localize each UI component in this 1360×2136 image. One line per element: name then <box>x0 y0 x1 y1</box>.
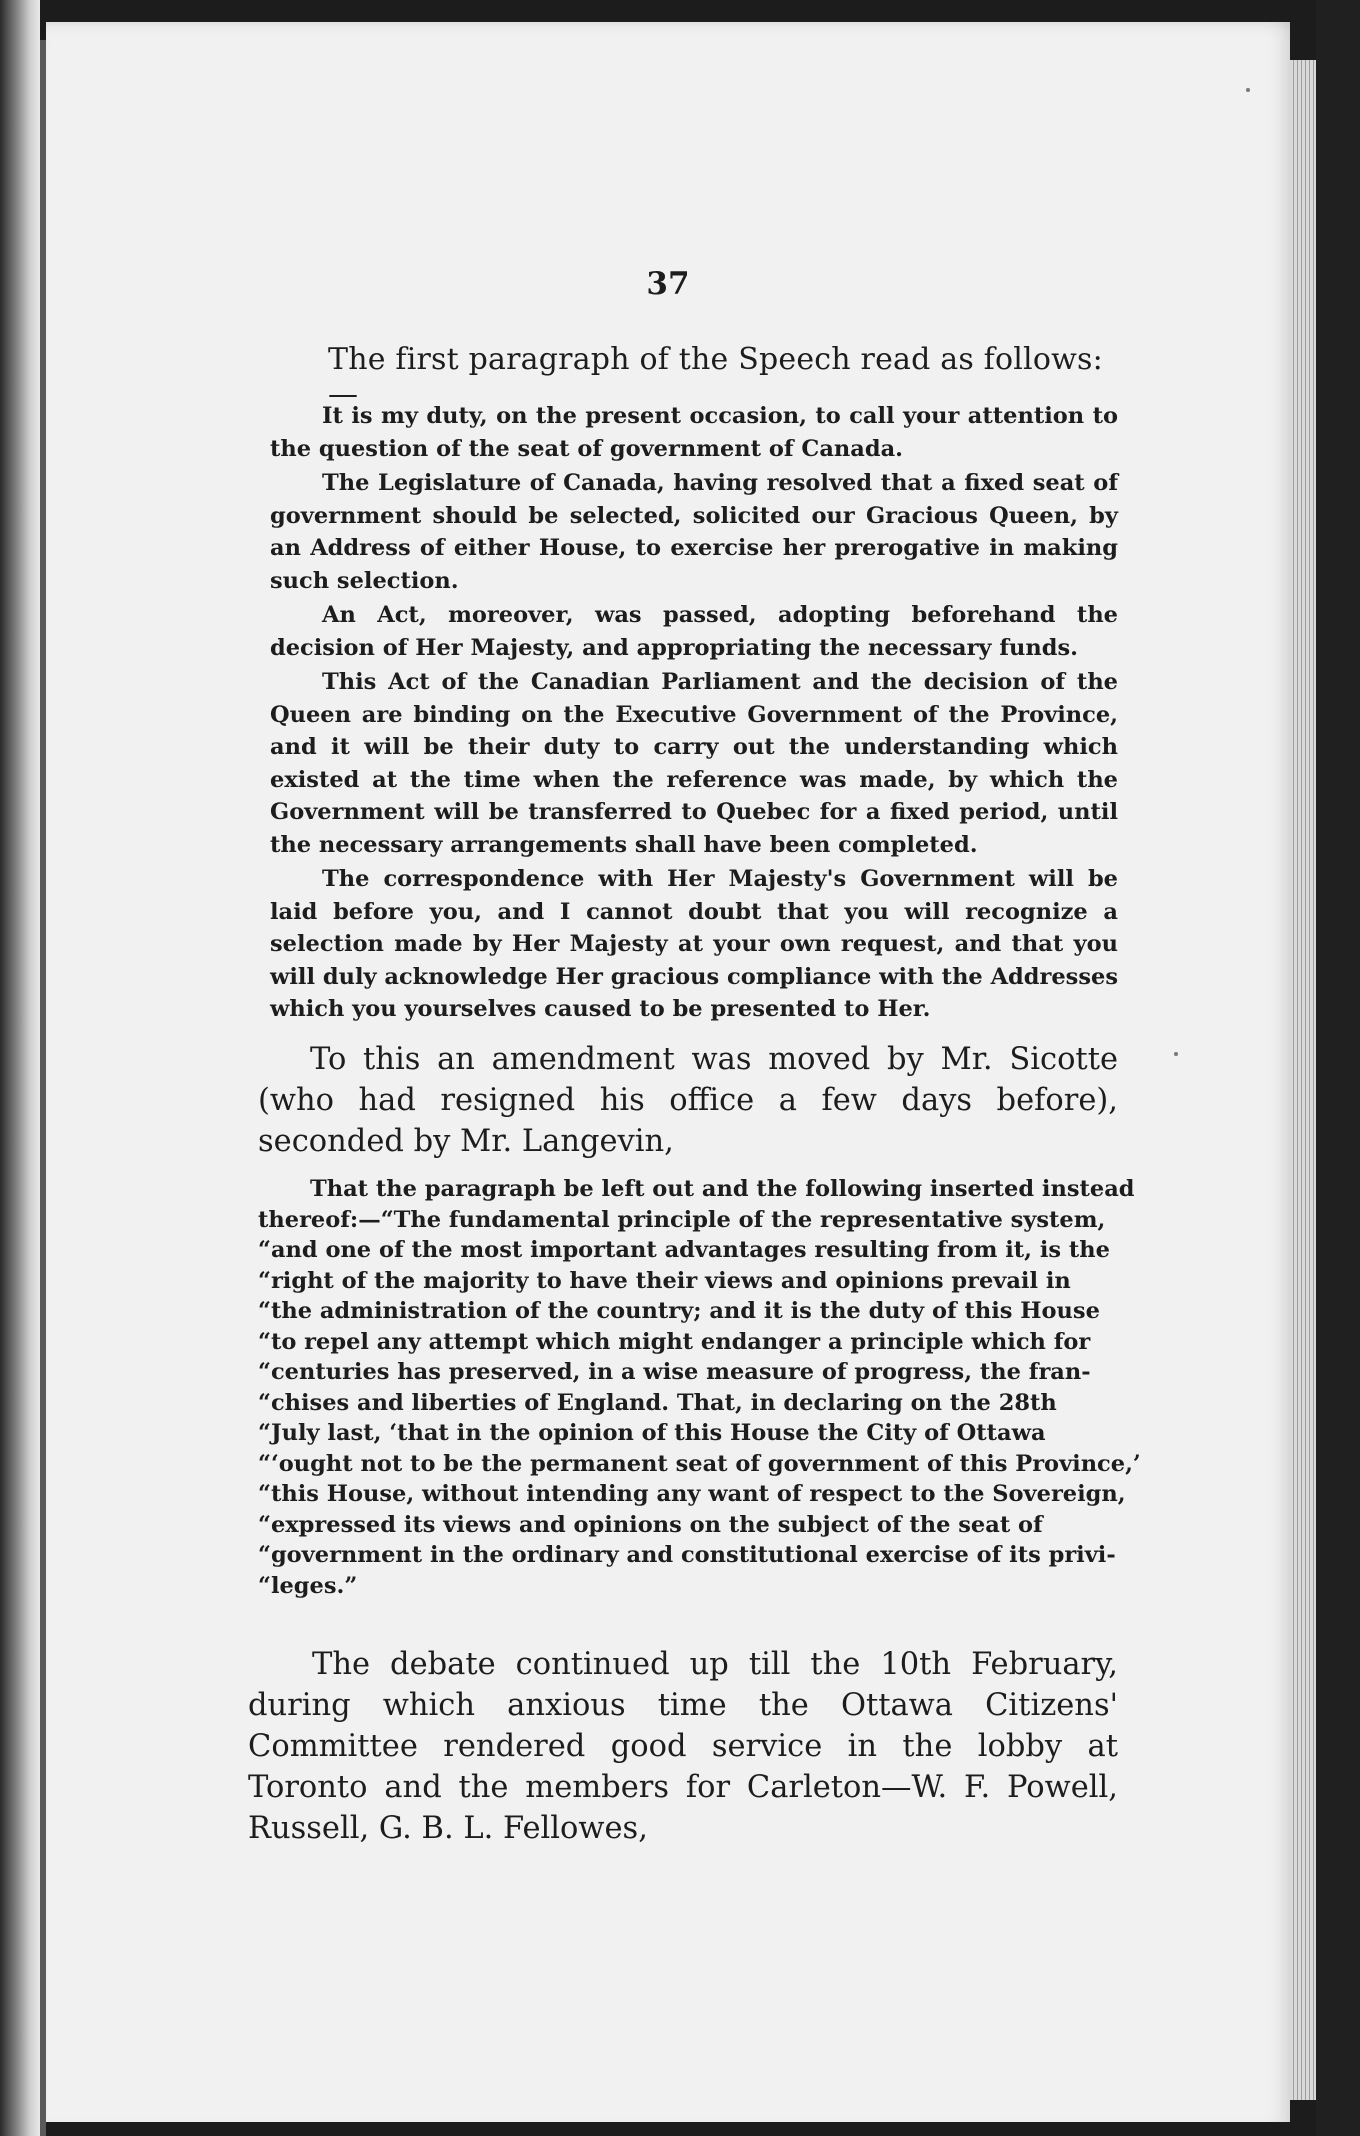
amendment-line: “July last, ‘that in the opinion of this House the City of Ottawa <box>258 1420 1046 1446</box>
speech-paragraph: The Legislature of Canada, having resolved that a fixed seat of government should be selected, solicited our Gracious Queen, by an Address of either House, to exercise her prerogative in making such selection. <box>270 470 1118 594</box>
speech-paragraph: This Act of the Canadian Parliament and the decision of the Queen are binding on the Executive Government of the Province, and it will be their duty to carry out the understanding which existed at the time when the reference was made, by which the Government will be transferred to Quebec for a fixed period, until the necessary arrangements shall have been completed. <box>270 669 1118 858</box>
book-page <box>46 22 1290 2122</box>
amendment-line: “right of the majority to have their views and opinions prevail in <box>258 1267 1071 1294</box>
paper-speck <box>1174 1052 1178 1056</box>
amendment-line: “government in the ordinary and constitutional exercise of its privi- <box>258 1542 1116 1568</box>
section-heading: The first paragraph of the Speech read as follows:— <box>328 342 1103 412</box>
speech-paragraph: It is my duty, on the present occasion, to call your attention to the question of the seat of government of Canada. <box>270 403 1118 462</box>
amendment-line: “expressed its views and opinions on the subject of the seat of <box>258 1511 1043 1538</box>
amendment-line: “to repel any attempt which might endanger a principle which for <box>258 1328 1091 1355</box>
page-stack-edge <box>1290 60 1316 2100</box>
amendment-line: “and one of the most important advantages resulting from it, is the <box>258 1237 1110 1263</box>
scan-background <box>1316 0 1360 2136</box>
amendment-line: “‘ought not to be the permanent seat of government of this Province,’ <box>258 1450 1141 1477</box>
amendment-quote <box>258 1174 1141 1601</box>
amendment-line: “the administration of the country; and it is the duty of this House <box>258 1298 1100 1324</box>
page-number: 37 <box>646 266 690 302</box>
narrative-paragraph: To this an amendment was moved by Mr. Sicotte (who had resigned his office a few days before), seconded by Mr. Langevin, <box>258 1042 1118 1159</box>
speech-paragraph: An Act, moreover, was passed, adopting beforehand the decision of Her Majesty, and appropriating the necessary funds. <box>270 602 1118 661</box>
speech-quote <box>270 400 1118 1026</box>
paper-speck <box>1246 88 1250 92</box>
amendment-line: “leges.” <box>258 1572 358 1599</box>
amendment-line: “centuries has preserved, in a wise measure of progress, the fran- <box>258 1359 1091 1385</box>
speech-paragraph: The correspondence with Her Majesty's Government will be laid before you, and I cannot doubt that you will recognize a selection made by Her Majesty at your own request, and that you will duly acknowledge Her gracious compliance with the Addresses which you yourselves caused to be presented to Her. <box>270 866 1118 1022</box>
left-page-edge <box>0 0 40 2136</box>
amendment-line: “chises and liberties of England. That, in declaring on the 28th <box>258 1389 1057 1416</box>
narrative-paragraph: The debate continued up till the 10th February, during which anxious time the Ottawa Citizens' Committee rendered good service in the lobby at Toronto and the members for Carleton—W. F. Powell, Russell, G. B. L. Fellowes, <box>248 1647 1118 1846</box>
amendment-line: That the paragraph be left out and the following inserted instead <box>310 1176 1135 1202</box>
amendment-line: thereof:—“The fundamental principle of the representative system, <box>258 1206 1106 1233</box>
amendment-line: “this House, without intending any want of respect to the Sovereign, <box>258 1481 1126 1507</box>
